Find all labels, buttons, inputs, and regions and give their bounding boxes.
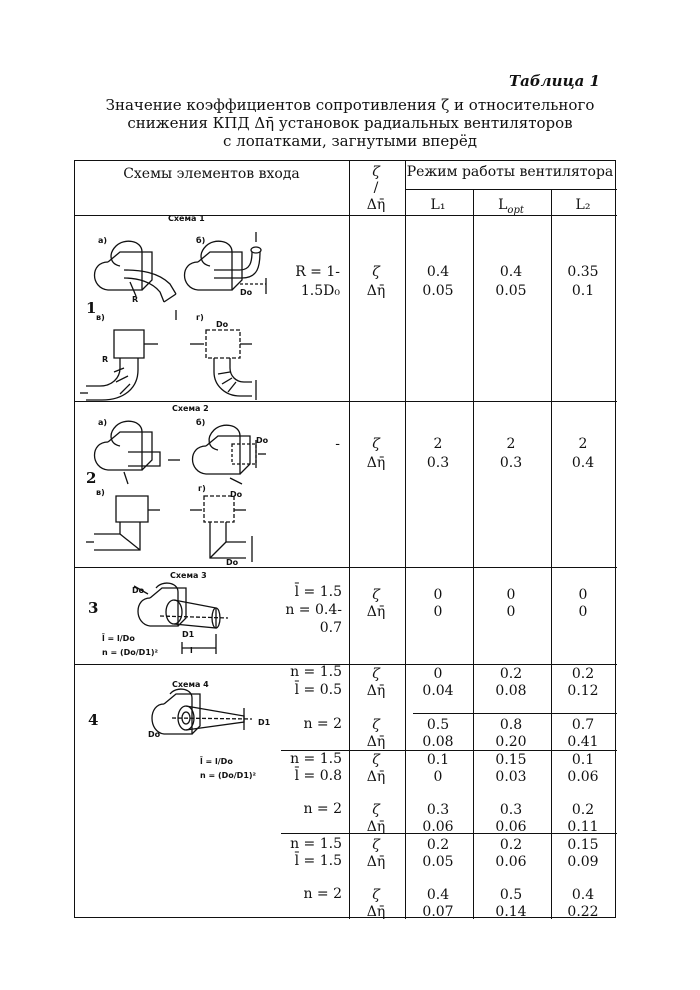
row1-label-g: г) — [196, 313, 204, 322]
row2-bottom — [75, 567, 617, 568]
row1-l2-eta: 0.1 — [571, 283, 595, 299]
row2-number: 2 — [86, 469, 97, 487]
row1-l2-zeta: 0.35 — [567, 264, 599, 280]
row4-sub5-l2-eta: 0.09 — [567, 854, 599, 870]
row2-eta: Δη̄ — [366, 455, 386, 471]
row2-label-g: г) — [198, 484, 206, 493]
row2-l1-zeta: 2 — [433, 436, 443, 452]
row3-param2: n = 0.4- — [285, 602, 342, 618]
row3-param3: 0.7 — [319, 620, 342, 636]
title-line-3: с лопатками, загнутыми вперёд — [223, 132, 477, 150]
row3-label-d1: D1 — [182, 630, 195, 639]
row4-sub4-l1-zeta: 0.3 — [426, 802, 450, 818]
row4-sub2-eta: Δη̄ — [366, 734, 386, 750]
row4-sub3-zeta: ζ — [372, 752, 380, 768]
row4-sub3-eta: Δη̄ — [366, 769, 386, 785]
row4-sub5-eta: Δη̄ — [366, 854, 386, 870]
row4-number: 4 — [88, 711, 99, 729]
row4-sub5-l1-eta: 0.05 — [422, 854, 454, 870]
scheme3-drawing — [120, 578, 240, 662]
row4-sub3-l1-eta: 0 — [433, 769, 443, 785]
row4-sep-a — [413, 713, 617, 714]
row4-sub6-n: n = 2 — [303, 886, 342, 902]
row3-label-do: Do — [132, 586, 145, 595]
row1-eta: Δη̄ — [366, 283, 386, 299]
row4-sub3-lopt-eta: 0.03 — [495, 769, 527, 785]
header-eta: Δη̄ — [366, 197, 386, 213]
row4-label-d1: D1 — [258, 718, 271, 727]
row2-lopt-zeta: 2 — [506, 436, 516, 452]
row3-formula2: n = (Do/D1)² — [102, 648, 159, 657]
row4-sub5-l1-zeta: 0.2 — [426, 837, 450, 853]
row4-sub3-l: l̄ = 0.8 — [294, 768, 342, 784]
row4-sub5-lopt-eta: 0.06 — [495, 854, 527, 870]
row4-sub6-l2-zeta: 0.4 — [571, 887, 595, 903]
row3-lopt-eta: 0 — [506, 604, 516, 620]
row1-label-do2: Do — [216, 320, 229, 329]
row1-label-b: б) — [196, 236, 206, 245]
row3-l2-zeta: 0 — [578, 587, 588, 603]
row1-caption: Схема 1 — [168, 214, 205, 223]
row2-label-v: в) — [96, 488, 105, 497]
scheme4-drawing — [140, 686, 260, 750]
row4-sub4-l2-eta: 0.11 — [567, 819, 599, 835]
row4-sub1-l: l̄ = 0.5 — [294, 682, 342, 698]
row4-sub2-l2-zeta: 0.7 — [571, 717, 595, 733]
row1-number: 1 — [86, 299, 97, 317]
header-sep-mode — [405, 189, 617, 190]
row4-sub6-lopt-eta: 0.14 — [495, 904, 527, 920]
row2-label-b: б) — [196, 418, 206, 427]
row4-sub3-l2-eta: 0.06 — [567, 769, 599, 785]
row3-lopt-zeta: 0 — [506, 587, 516, 603]
header-slash: / — [373, 180, 379, 196]
row4-sub6-l2-eta: 0.22 — [567, 904, 599, 920]
row4-sub1-l2-eta: 0.12 — [567, 683, 599, 699]
row4-sub1-zeta: ζ — [372, 666, 380, 682]
row2-l2-zeta: 2 — [578, 436, 588, 452]
row4-sub1-lopt-eta: 0.08 — [495, 683, 527, 699]
row2-l2-eta: 0.4 — [571, 455, 595, 471]
row3-param1: l̄ = 1.5 — [294, 584, 342, 600]
row1-l1-zeta: 0.4 — [426, 264, 450, 280]
row4-sub6-lopt-zeta: 0.5 — [499, 887, 523, 903]
row4-sub1-n: n = 1.5 — [290, 664, 342, 680]
row4-sub4-eta: Δη̄ — [366, 819, 386, 835]
row4-formula1: l̄ = l/Do — [200, 757, 233, 766]
row4-sub3-n: n = 1.5 — [290, 751, 342, 767]
lopt-base: L — [498, 197, 508, 213]
row4-sub2-lopt-eta: 0.20 — [495, 734, 527, 750]
row4-sub5-l: l̄ = 1.5 — [294, 853, 342, 869]
row4-sub6-l1-eta: 0.07 — [422, 904, 454, 920]
row1-label-r2: R — [102, 355, 109, 364]
row4-caption: Схема 4 — [172, 680, 209, 689]
row4-sub4-l2-zeta: 0.2 — [571, 802, 595, 818]
row3-l2-eta: 0 — [578, 604, 588, 620]
row4-sub5-l2-zeta: 0.15 — [567, 837, 599, 853]
row1-label-do: Do — [240, 288, 253, 297]
row2-label-do3: Do — [226, 558, 239, 567]
header-schemes: Схемы элементов входа — [123, 166, 300, 182]
header-zeta: ζ — [372, 164, 380, 180]
row4-sub1-eta: Δη̄ — [366, 683, 386, 699]
row3-l1-eta: 0 — [433, 604, 443, 620]
row4-sub5-zeta: ζ — [372, 837, 380, 853]
row4-sub2-zeta: ζ — [372, 717, 380, 733]
row4-sub2-lopt-zeta: 0.8 — [499, 717, 523, 733]
row2-zeta: ζ — [372, 436, 380, 452]
row3-eta: Δη̄ — [366, 604, 386, 620]
row4-sub4-lopt-eta: 0.06 — [495, 819, 527, 835]
row1-label-r: R — [132, 295, 139, 304]
title-line-1: Значение коэффициентов сопротивления ζ и относительного — [105, 96, 595, 114]
row4-sub1-l1-zeta: 0 — [433, 666, 443, 682]
row2-label-a: а) — [98, 418, 108, 427]
row4-sub4-n: n = 2 — [303, 801, 342, 817]
header-mode: Режим работы вентилятора — [406, 164, 614, 180]
row1-label-v: в) — [96, 313, 105, 322]
row2-caption: Схема 2 — [172, 404, 209, 413]
row3-formula1: l̄ = l/Do — [102, 634, 135, 643]
row3-label-l: l — [190, 646, 193, 655]
row3-number: 3 — [88, 599, 99, 617]
row1-l1-eta: 0.05 — [422, 283, 454, 299]
header-col-lopt — [472, 197, 550, 219]
row4-sub3-l2-zeta: 0.1 — [571, 752, 595, 768]
row1-param2: 1.5D₀ — [300, 283, 340, 299]
row4-sub2-l2-eta: 0.41 — [567, 734, 599, 750]
row4-label-do: Do — [148, 730, 161, 739]
row4-sub1-lopt-zeta: 0.2 — [499, 666, 523, 682]
row4-sub1-l2-zeta: 0.2 — [571, 666, 595, 682]
row1-label-a: а) — [98, 236, 108, 245]
header-col-l2: L₂ — [575, 197, 591, 213]
row4-sub2-n: n = 2 — [303, 716, 342, 732]
scheme1-drawing — [80, 222, 270, 402]
row4-sub6-l1-zeta: 0.4 — [426, 887, 450, 903]
table-label: Таблица 1 — [508, 72, 600, 90]
row4-sub4-lopt-zeta: 0.3 — [499, 802, 523, 818]
row4-sub3-lopt-zeta: 0.15 — [495, 752, 527, 768]
row2-label-do: Do — [256, 436, 269, 445]
row2-lopt-eta: 0.3 — [499, 455, 523, 471]
row4-sub6-zeta: ζ — [372, 887, 380, 903]
row4-sub5-lopt-zeta: 0.2 — [499, 837, 523, 853]
row4-sub5-n: n = 1.5 — [290, 836, 342, 852]
row4-sub4-zeta: ζ — [372, 802, 380, 818]
row3-bottom — [75, 664, 617, 665]
title-line-2: снижения КПД Δη̄ установок радиальных вентиляторов — [127, 114, 573, 132]
header-col-l1: L₁ — [430, 197, 446, 213]
row4-sub3-l1-zeta: 0.1 — [426, 752, 450, 768]
row3-caption: Схема 3 — [170, 571, 207, 580]
row1-param1: R = 1- — [295, 264, 340, 280]
row4-sub4-l1-eta: 0.06 — [422, 819, 454, 835]
row2-label-do2: Do — [230, 490, 243, 499]
row4-sub2-l1-eta: 0.08 — [422, 734, 454, 750]
row1-lopt-eta: 0.05 — [495, 283, 527, 299]
row3-zeta: ζ — [372, 587, 380, 603]
lopt-sub: opt — [507, 204, 524, 216]
row4-sub2-l1-zeta: 0.5 — [426, 717, 450, 733]
row2-param1: - — [335, 436, 340, 452]
row4-formula2: n = (Do/D1)² — [200, 771, 257, 780]
row2-l1-eta: 0.3 — [426, 455, 450, 471]
row3-l1-zeta: 0 — [433, 587, 443, 603]
scheme2-drawing — [80, 412, 270, 562]
row4-sub1-l1-eta: 0.04 — [422, 683, 454, 699]
row1-lopt-zeta: 0.4 — [499, 264, 523, 280]
row1-zeta: ζ — [372, 264, 380, 280]
row4-sub6-eta: Δη̄ — [366, 904, 386, 920]
table-title — [100, 96, 600, 150]
